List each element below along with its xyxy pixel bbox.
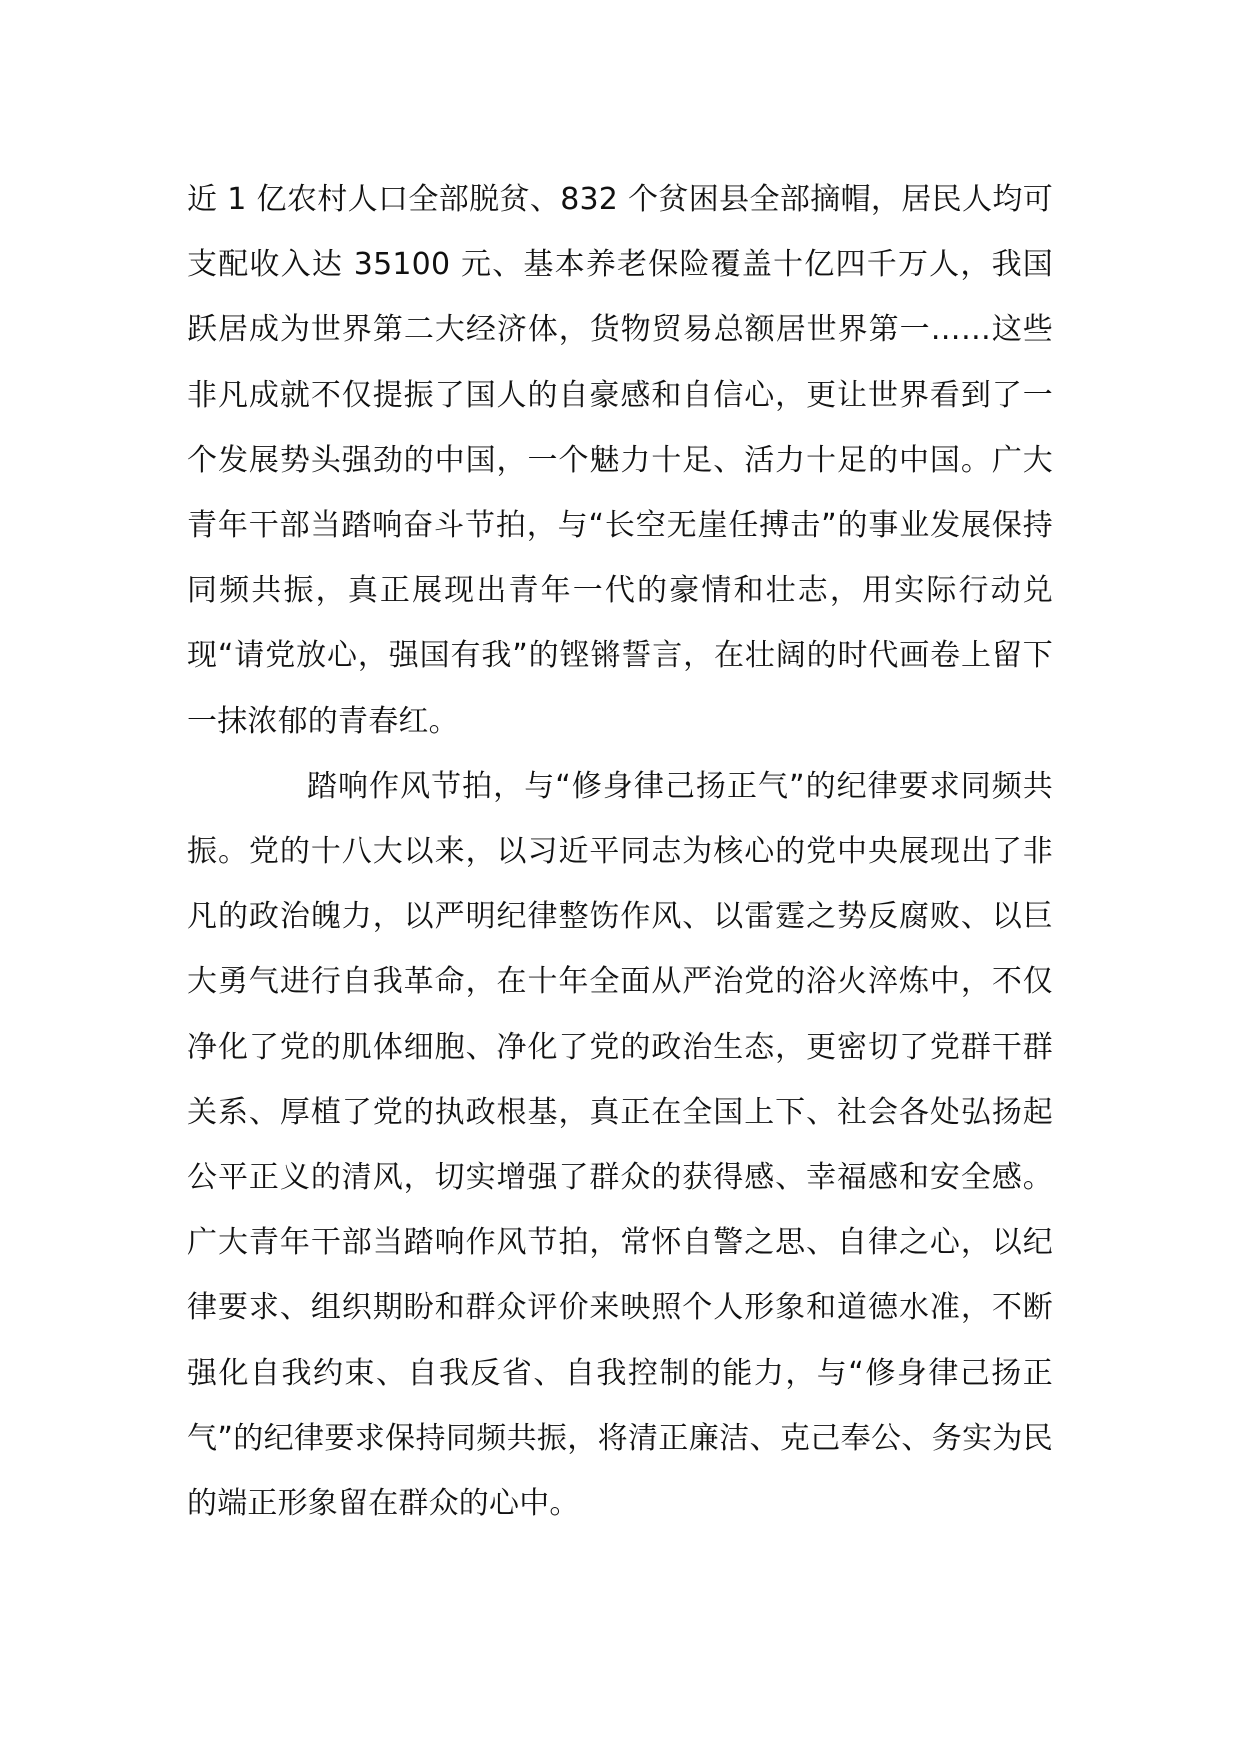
paragraph-achievements: 近 1 亿农村人口全部脱贫、832 个贫困县全部摘帽，居民人均可支配收入达 35100 元、基本养老保险覆盖十亿四千万人，我国跃居成为世界第二大经济体，货物贸易总额居世界第一……这些非凡成就不仅提振了国人的自豪感和自信心，更让世界看到了一个发展势头强劲的中国，一个魅力十足、活力十足的中国。广大青年干部当踏响奋斗节拍，与“长空无崖任搏击”的事业发展保持同频共振，真正展现出青年一代的豪情和壮志，用实际行动兑现“请党放心，强国有我”的铿锵誓言，在壮阔的时代画卷上留下一抹浓郁的青春红。 [187, 182, 1053, 739]
paragraph-work-style: 踏响作风节拍，与“修身律己扬正气”的纪律要求同频共振。党的十八大以来，以习近平同志为核心的党中央展现出了非凡的政治魄力，以严明纪律整饬作风、以雷霆之势反腐败、以巨大勇气进行自我革命，在十年全面从严治党的浴火淬炼中，不仅净化了党的肌体细胞、净化了党的政治生态，更密切了党群干群关系、厚植了党的执政根基，真正在全国上下、社会各处弘扬起公平正义的清风，切实增强了群众的获得感、幸福感和安全感。广大青年干部当踏响作风节拍，常怀自警之思、自律之心，以纪律要求、组织期盼和群众评价来映照个人形象和道德水准，不断强化自我约束、自我反省、自我控制的能力，与“修身律己扬正气”的纪律要求保持同频共振，将清正廉洁、克己奉公、务实为民的端正形象留在群众的心中。 [187, 768, 1053, 1522]
document-body [187, 167, 1053, 1536]
